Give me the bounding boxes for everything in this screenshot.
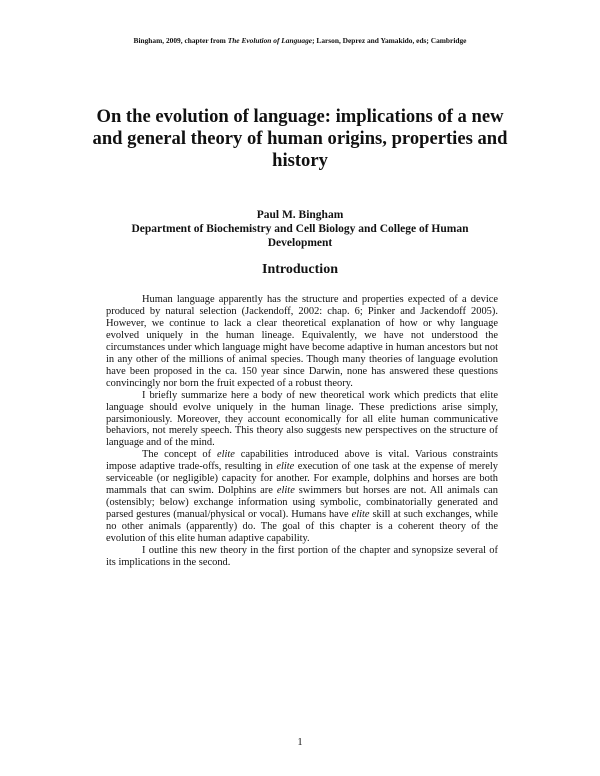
italic-term: elite [276, 485, 295, 497]
text-run: I outline this new theory in the first portion of the chapter and synopsize several of its implications in the second. [106, 545, 498, 568]
text-run: skill at such exchanges, while no other animals (apparently) do. The goal of this chapter is a coherent theory of the evolution of this elite human adaptive capability. [106, 509, 498, 545]
text-run: I briefly summarize here a body of new theoretical work which predicts that elite language should evolve uniquely in the human linage. These predictions arise simply, parsimoniously. Moreover, they account economically for all elite human communicative behaviors, not merely speech. This theory also suggests new perspectives on the structure of language and of the mind. [106, 389, 498, 449]
author-name: Paul M. Bingham [256, 209, 344, 221]
italic-term: elite [351, 509, 370, 521]
paper-title: On the evolution of language: implications of a new and general theory of human origins, properties and history [92, 106, 508, 171]
section-heading: Introduction [262, 262, 338, 277]
author-affiliation: Department of Biochemistry and Cell Biology and College of Human Development [131, 223, 469, 249]
body-text [106, 294, 498, 569]
page-number: 1 [297, 737, 303, 748]
text-run: capabilities introduced above is vital. Various constraints impose adaptive trade-offs, resulting in [106, 449, 498, 473]
text-run: swimmers but horses are not. All animals can (ostensibly; below) exchange information using symbolic, combinatorially generated and parsed gestures (manual/physical or vocal). Humans have [106, 485, 498, 521]
italic-term: elite [276, 461, 295, 473]
running-header-book-title: The Evolution of Language [227, 36, 313, 45]
body-paragraph [106, 545, 498, 569]
running-header-suffix: ; Larson, Deprez and Yamakido, eds; Cambridge [312, 36, 467, 45]
text-run: The concept of [142, 449, 217, 461]
body-paragraph [106, 449, 498, 545]
italic-term: elite [216, 449, 235, 461]
running-header [0, 36, 600, 45]
running-header-prefix: Bingham, 2009, chapter from [133, 36, 228, 45]
text-run: execution of one task at the expense of merely serviceable (or negligible) capacity for another. For example, dolphins and horses are both mammals that can swim. Dolphins are [106, 461, 498, 497]
text-run: Human language apparently has the structure and properties expected of a device produced by natural selection (Jackendoff, 2002: chap. 6; Pinker and Jackendoff 2005). However, we continue to lack a clear theoretical explanation of how or why language evolved uniquely in the human lineage. Equivalently, we have not understood the circumstances under which language might have become adaptive in human ancestors but not in any other of the millions of animal species. Though many theories of language evolution have been proposed in the ca. 150 year since Darwin, none has answered these questions convincingly nor born the fruit expected of a robust theory. [106, 294, 498, 389]
author-block [100, 208, 500, 250]
body-paragraph [106, 294, 498, 390]
body-paragraph [106, 390, 498, 450]
